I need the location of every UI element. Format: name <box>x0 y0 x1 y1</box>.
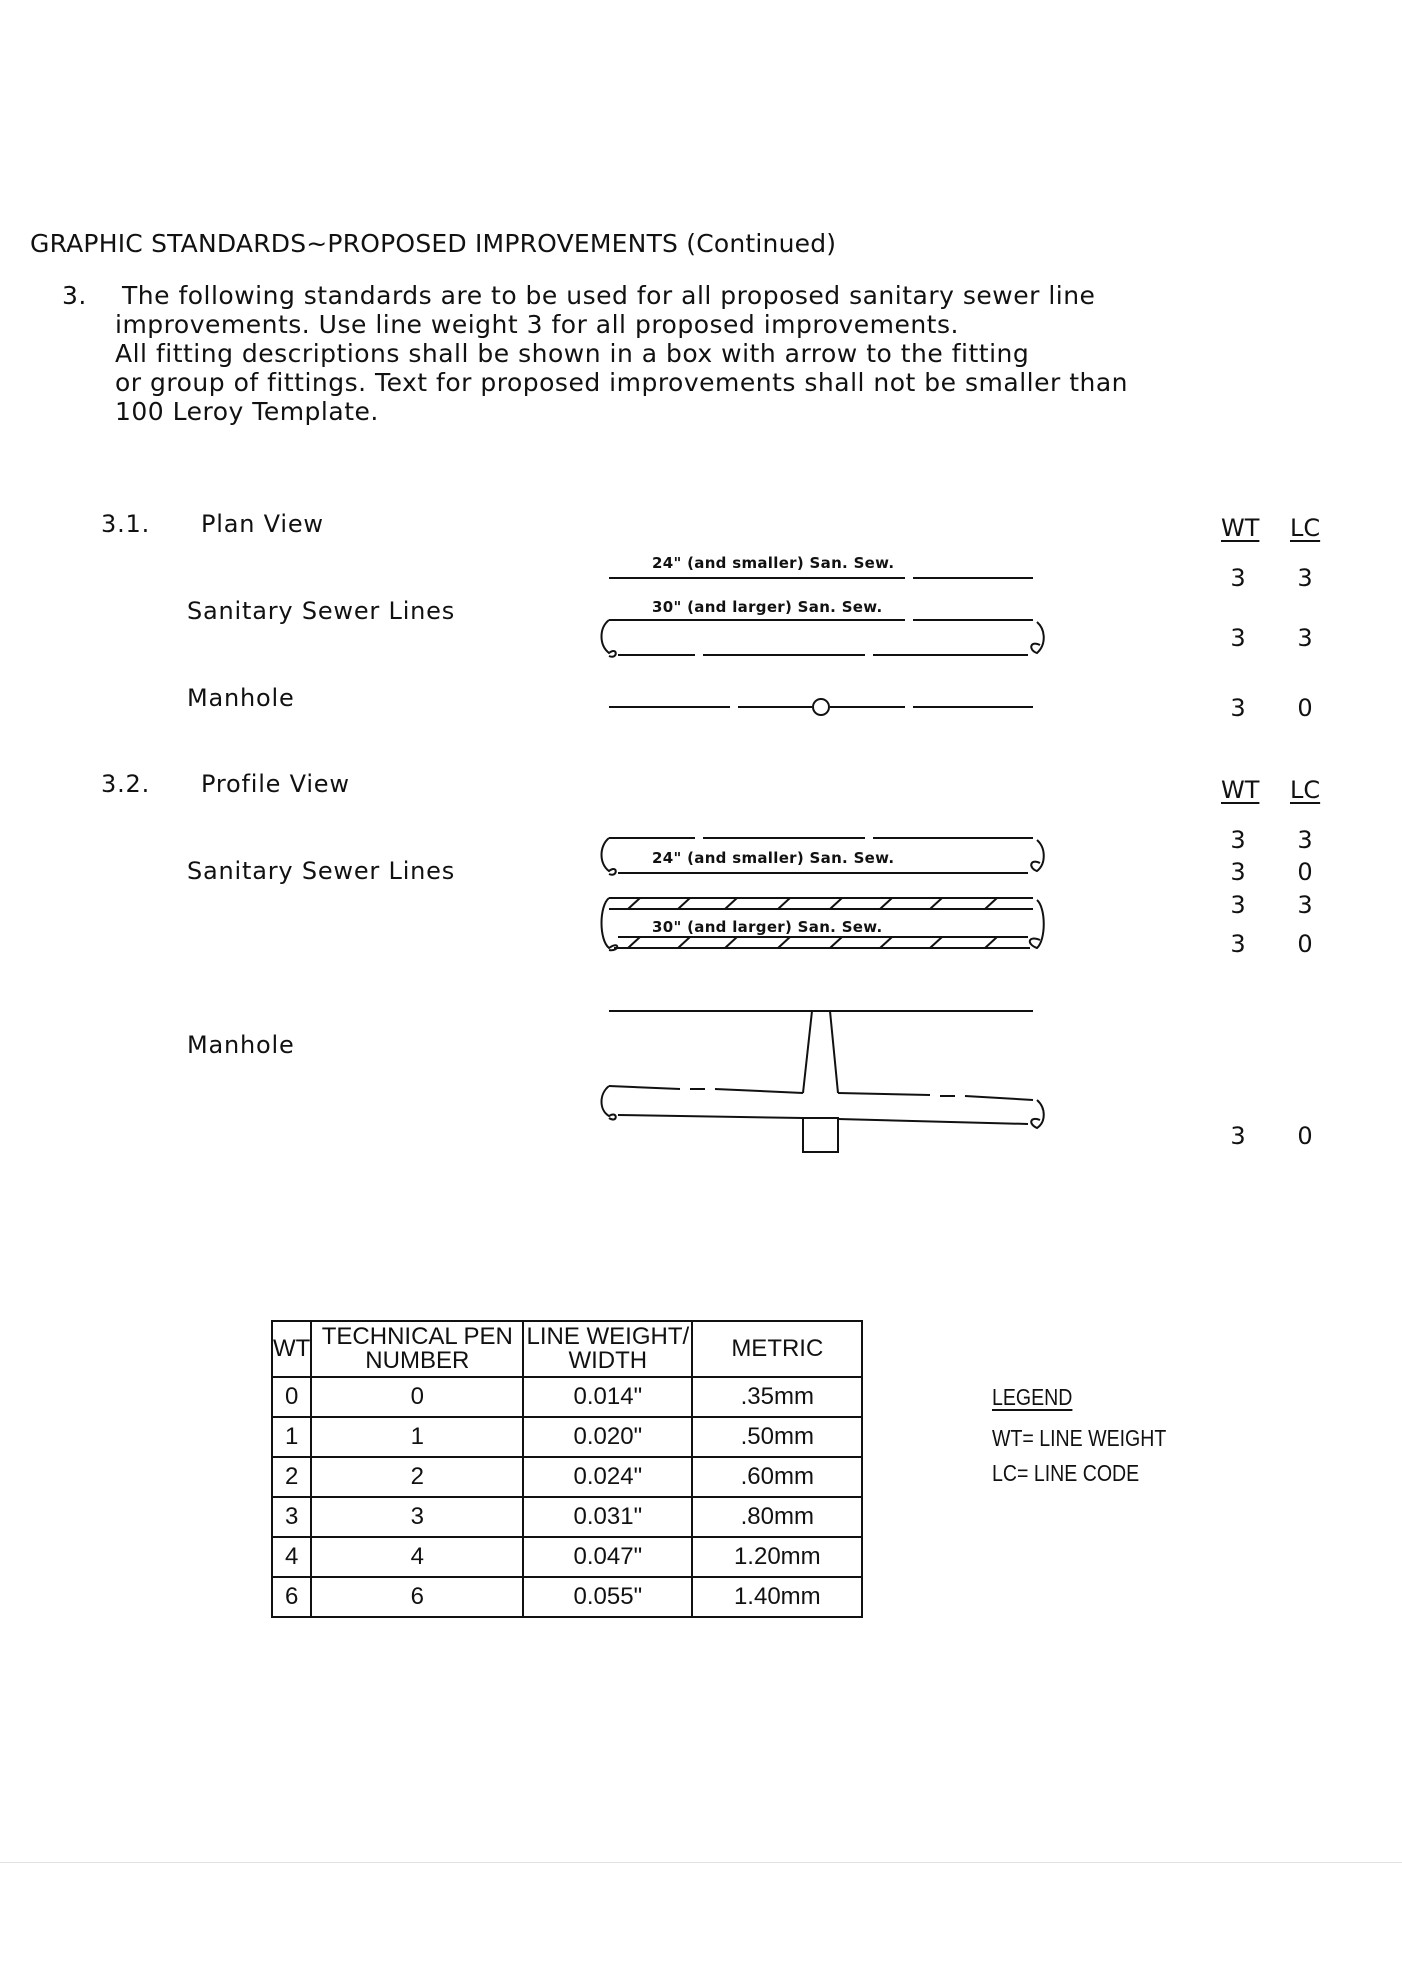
plan-30in-sewer-pipe <box>602 620 1044 657</box>
profile-sewer-lines-label: Sanitary Sewer Lines <box>187 857 456 885</box>
paragraph-line: 100 Leroy Template. <box>115 397 379 426</box>
cell-metric: .80mm <box>692 1497 862 1537</box>
cell-wt: 3 <box>272 1497 311 1537</box>
cell-wt: 0 <box>272 1377 311 1417</box>
profile-view-title: Profile View <box>201 770 350 798</box>
section-number: 3. <box>62 281 87 310</box>
cell-pen: 0 <box>311 1377 523 1417</box>
cell-width: 0.047" <box>523 1537 692 1577</box>
table-header-row <box>272 1321 862 1377</box>
profile-row2-wt: 3 <box>1230 858 1246 886</box>
paragraph-line: or group of fittings. Text for proposed improvements shall not be smaller than <box>115 368 1128 397</box>
cell-wt: 6 <box>272 1577 311 1617</box>
profile-row3-lc: 3 <box>1297 891 1313 919</box>
legend-item: LC= LINE CODE <box>992 1460 1140 1486</box>
profile-30in-sewer-pipe <box>602 898 1044 950</box>
profile-30in-pipe-label: 30" (and larger) San. Sew. <box>652 918 883 936</box>
legend-item: WT= LINE WEIGHT <box>992 1425 1167 1451</box>
paragraph-line: All fitting descriptions shall be shown in a box with arrow to the fitting <box>115 339 1030 368</box>
cell-wt: 2 <box>272 1457 311 1497</box>
table-row <box>272 1377 862 1417</box>
plan-view-title: Plan View <box>201 510 324 538</box>
col-header-wt: WT <box>272 1321 311 1377</box>
profile-row1-lc: 3 <box>1297 826 1313 854</box>
plan-row1-lc: 3 <box>1297 564 1313 592</box>
cell-pen: 2 <box>311 1457 523 1497</box>
page-title: GRAPHIC STANDARDS~PROPOSED IMPROVEMENTS (Continued) <box>30 229 837 258</box>
profile-row4-lc: 0 <box>1297 930 1313 958</box>
plan-row3-wt: 3 <box>1230 694 1246 722</box>
col-header-line-weight <box>523 1321 692 1377</box>
profile-manhole-symbol <box>602 1011 1044 1152</box>
plan-row2-wt: 3 <box>1230 624 1246 652</box>
col-header-pen-line2: NUMBER <box>365 1347 470 1374</box>
plan-manhole-symbol <box>609 699 1033 715</box>
cell-pen: 3 <box>311 1497 523 1537</box>
cell-metric: .60mm <box>692 1457 862 1497</box>
plan-wt-header: WT <box>1221 514 1260 542</box>
table-row <box>272 1537 862 1577</box>
profile-row4-wt: 3 <box>1230 930 1246 958</box>
profile-lc-header: LC <box>1290 776 1321 804</box>
cell-wt: 1 <box>272 1417 311 1457</box>
cell-width: 0.055" <box>523 1577 692 1617</box>
cell-width: 0.014" <box>523 1377 692 1417</box>
cell-pen: 6 <box>311 1577 523 1617</box>
profile-row1-wt: 3 <box>1230 826 1246 854</box>
profile-wt-header: WT <box>1221 776 1260 804</box>
cell-width: 0.020" <box>523 1417 692 1457</box>
cell-metric: .35mm <box>692 1377 862 1417</box>
table-row <box>272 1457 862 1497</box>
cell-pen: 4 <box>311 1537 523 1577</box>
plan-row3-lc: 0 <box>1297 694 1313 722</box>
table-row <box>272 1417 862 1457</box>
paragraph-line: improvements. Use line weight 3 for all proposed improvements. <box>115 310 959 339</box>
plan-manhole-label: Manhole <box>187 684 295 712</box>
profile-row2-lc: 0 <box>1297 858 1313 886</box>
legend-title: LEGEND <box>992 1384 1073 1410</box>
col-header-pen <box>311 1321 523 1377</box>
plan-30in-line-label: 30" (and larger) San. Sew. <box>652 598 883 616</box>
profile-24in-sewer-pipe <box>602 838 1044 875</box>
cell-metric: 1.20mm <box>692 1537 862 1577</box>
paragraph-line: The following standards are to be used for all proposed sanitary sewer line <box>122 281 1096 310</box>
cell-width: 0.031" <box>523 1497 692 1537</box>
table-row <box>272 1577 862 1617</box>
col-header-lw-line2: WIDTH <box>568 1347 648 1374</box>
legend <box>992 1384 1166 1487</box>
table-row <box>272 1497 862 1537</box>
profile-manhole-label: Manhole <box>187 1031 295 1059</box>
cell-pen: 1 <box>311 1417 523 1457</box>
col-header-pen-line1: TECHNICAL PEN <box>321 1323 513 1350</box>
plan-sewer-lines-label: Sanitary Sewer Lines <box>187 597 456 625</box>
plan-row1-wt: 3 <box>1230 564 1246 592</box>
col-header-lw-line1: LINE WEIGHT/ <box>526 1323 690 1350</box>
technical-pen-table <box>271 1320 863 1618</box>
cell-metric: .50mm <box>692 1417 862 1457</box>
profile-row5-lc: 0 <box>1297 1122 1313 1150</box>
plan-view-number: 3.1. <box>101 510 150 538</box>
profile-row3-wt: 3 <box>1230 891 1246 919</box>
cell-wt: 4 <box>272 1537 311 1577</box>
profile-row5-wt: 3 <box>1230 1122 1246 1150</box>
col-header-metric: METRIC <box>692 1321 862 1377</box>
profile-24in-pipe-label: 24" (and smaller) San. Sew. <box>652 849 895 867</box>
profile-view-number: 3.2. <box>101 770 150 798</box>
plan-24in-line-label: 24" (and smaller) San. Sew. <box>652 554 895 572</box>
cell-width: 0.024" <box>523 1457 692 1497</box>
cell-metric: 1.40mm <box>692 1577 862 1617</box>
plan-row2-lc: 3 <box>1297 624 1313 652</box>
plan-lc-header: LC <box>1290 514 1321 542</box>
page-bottom-rule <box>0 1862 1402 1863</box>
